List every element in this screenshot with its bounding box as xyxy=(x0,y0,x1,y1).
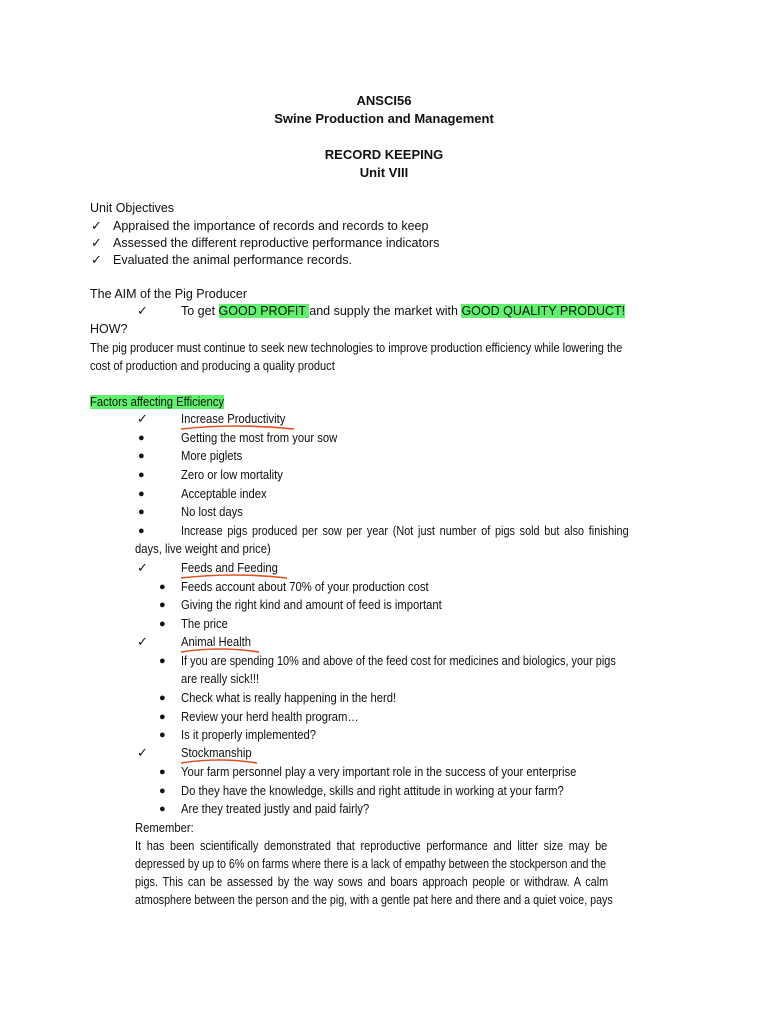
list-item: Check what is really happening in the herd! xyxy=(181,691,397,705)
bullet-icon: ● xyxy=(138,488,145,500)
bullet-icon: ● xyxy=(159,711,166,723)
bullet-icon: ● xyxy=(138,450,145,462)
how-label: HOW? xyxy=(90,322,128,336)
bullet-icon: ● xyxy=(159,655,166,667)
list-item: Is it properly implemented? xyxy=(181,728,317,742)
aim-line xyxy=(181,303,625,319)
objectives-heading: Unit Objectives xyxy=(90,201,175,215)
highlight-good-quality-product: GOOD QUALITY PRODUCT! xyxy=(461,304,626,318)
highlight-good-profit: GOOD PROFIT xyxy=(218,304,310,318)
list-item: The price xyxy=(181,617,228,631)
list-item: Review your herd health program… xyxy=(181,710,359,724)
bullet-icon: ● xyxy=(159,803,166,815)
list-item: Giving the right kind and amount of feed is important xyxy=(181,598,442,612)
bullet-icon: ● xyxy=(159,692,166,704)
aim-paragraph-line: cost of production and producing a quality product xyxy=(90,359,335,373)
objective-item: Appraised the importance of records and records to keep xyxy=(113,219,429,233)
list-item-continued: are really sick!!! xyxy=(181,672,260,686)
factor-title-stockmanship: Stockmanship xyxy=(181,746,252,760)
check-icon: ✓ xyxy=(91,218,102,233)
aim-paragraph-line: The pig producer must continue to seek new technologies to improve production efficiency while lowering the xyxy=(90,341,623,355)
check-icon: ✓ xyxy=(137,560,148,575)
bullet-icon: ● xyxy=(138,506,145,518)
bullet-icon: ● xyxy=(138,469,145,481)
factor-title-productivity: Increase Productivity xyxy=(181,412,286,426)
check-icon: ✓ xyxy=(137,745,148,760)
factors-heading xyxy=(90,394,224,410)
bullet-icon: ● xyxy=(138,432,145,444)
check-icon: ✓ xyxy=(91,235,102,250)
aim-middle: and supply the market with xyxy=(309,304,462,318)
list-item: Increase pigs produced per sow per year (Not just number of pigs sold but also finishing xyxy=(181,524,629,538)
check-icon: ✓ xyxy=(137,411,148,426)
remember-line: pigs. This can be assessed by the way sows and boars approach people or withdraw. A calm xyxy=(135,875,609,889)
remember-line: It has been scientifically demonstrated that reproductive performance and litter size may be xyxy=(135,839,608,853)
list-item: No lost days xyxy=(181,505,243,519)
objective-item: Assessed the different reproductive performance indicators xyxy=(113,236,440,250)
bullet-icon: ● xyxy=(159,729,166,741)
topic-title: RECORD KEEPING xyxy=(324,147,444,162)
aim-heading: The AIM of the Pig Producer xyxy=(90,287,248,301)
bullet-icon: ● xyxy=(159,599,166,611)
aim-prefix: To get xyxy=(181,304,219,318)
bullet-icon: ● xyxy=(138,525,145,537)
list-item: Feeds account about 70% of your production cost xyxy=(181,580,429,594)
remember-line: atmosphere between the person and the pig, with a gentle pat here and there and a quiet voice, pays xyxy=(135,893,613,907)
unit-label: Unit VIII xyxy=(359,165,409,180)
list-item: Do they have the knowledge, skills and right attitude in working at your farm? xyxy=(181,784,564,798)
check-icon: ✓ xyxy=(137,634,148,649)
course-title: Swine Production and Management xyxy=(274,111,494,126)
check-icon: ✓ xyxy=(137,303,148,318)
bullet-icon: ● xyxy=(159,581,166,593)
course-code: ANSCI56 xyxy=(356,93,412,108)
remember-heading: Remember: xyxy=(135,821,194,835)
check-icon: ✓ xyxy=(91,252,102,267)
bullet-icon: ● xyxy=(159,618,166,630)
list-item: More piglets xyxy=(181,449,243,463)
bullet-icon: ● xyxy=(159,785,166,797)
bullet-icon: ● xyxy=(159,766,166,778)
remember-line: depressed by up to 6% on farms where there is a lack of empathy between the stockperson and the xyxy=(135,857,607,871)
list-item-continued: days, live weight and price) xyxy=(135,542,271,556)
list-item: Acceptable index xyxy=(181,487,267,501)
list-item: Are they treated justly and paid fairly? xyxy=(181,802,370,816)
factor-title-health: Animal Health xyxy=(181,635,252,649)
factor-title-feeds: Feeds and Feeding xyxy=(181,561,278,575)
list-item: Zero or low mortality xyxy=(181,468,283,482)
list-item: Your farm personnel play a very important role in the success of your enterprise xyxy=(181,765,577,779)
list-item: If you are spending 10% and above of the feed cost for medicines and biologics, your pigs xyxy=(181,654,616,668)
objective-item: Evaluated the animal performance records. xyxy=(113,253,353,267)
list-item: Getting the most from your sow xyxy=(181,431,338,445)
highlight-factors-heading: Factors affecting Efficiency xyxy=(90,395,225,409)
